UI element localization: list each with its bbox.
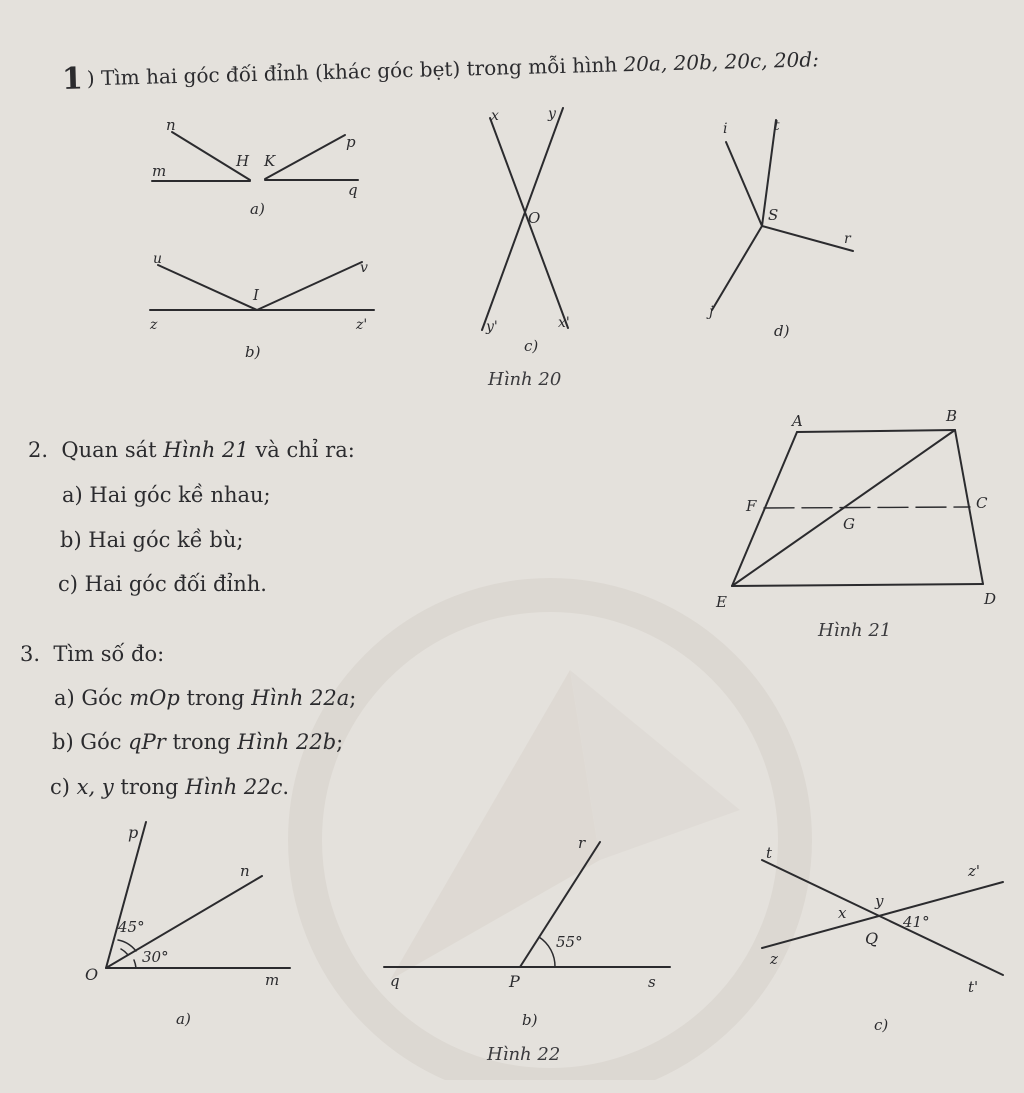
label-m: m <box>152 162 167 180</box>
figure-20a <box>152 132 358 181</box>
label-u: u <box>153 251 163 267</box>
figure-21 <box>732 430 983 586</box>
figure-20b <box>150 262 374 310</box>
label-t-prime-22c: t' <box>968 978 979 996</box>
angle-45: 45° <box>118 918 145 936</box>
label-x-22c: x <box>838 904 847 922</box>
label-v: v <box>360 260 368 276</box>
label-p-22a: p <box>128 823 139 842</box>
figure-20c-sub: c) <box>524 337 539 355</box>
figure-21-caption: Hình 21 <box>818 620 892 641</box>
figure-22a <box>106 822 290 968</box>
figure-22-caption: Hình 22 <box>487 1044 561 1065</box>
label-m-22a: m <box>265 971 280 989</box>
label-n-22a: n <box>240 862 250 880</box>
angle-30: 30° <box>142 948 169 966</box>
label-c: C <box>976 494 988 512</box>
figure-22a-sub: a) <box>176 1010 191 1028</box>
label-t-22c: t <box>766 844 773 862</box>
label-j: j <box>709 304 714 320</box>
figure-22b-sub: b) <box>522 1011 538 1029</box>
figure-22c-sub: c) <box>874 1016 889 1034</box>
exercise-2-item-a: a) Hai góc kề nhau; <box>62 483 271 507</box>
label-z-prime: z' <box>356 317 368 333</box>
exercise-2-item-c: c) Hai góc đối đỉnh. <box>58 572 267 596</box>
label-k: K <box>264 152 276 170</box>
angle-55: 55° <box>556 933 583 951</box>
label-a: A <box>792 412 803 430</box>
label-o-22a: O <box>85 965 99 984</box>
exercise-2-number: 2. <box>28 438 49 462</box>
label-p: p <box>346 133 356 151</box>
exercise-3-number: 3. <box>20 642 41 666</box>
label-q-22b: q <box>390 972 400 990</box>
label-s: S <box>768 206 779 224</box>
label-d: D <box>984 590 997 608</box>
label-y-prime: y' <box>486 319 498 335</box>
label-q-22c: Q <box>865 929 879 948</box>
figure-20b-sub: b) <box>245 343 261 361</box>
exercise-2-item-b: b) Hai góc kề bù; <box>60 528 244 552</box>
exercise-3-intro: 3. Tìm số đo: <box>20 642 165 666</box>
label-r: r <box>844 231 851 247</box>
label-r-22b: r <box>578 834 586 852</box>
exercise-3-item-a: a) Góc mOp trong Hình 22a; <box>54 686 357 710</box>
label-z: z <box>150 317 158 333</box>
label-f: F <box>746 497 757 515</box>
label-o: O <box>528 209 541 227</box>
label-i: I <box>253 286 259 304</box>
label-y-22c: y <box>875 892 884 910</box>
exercise-3-item-c: c) x, y trong Hình 22c. <box>50 775 290 799</box>
label-b: B <box>946 407 958 425</box>
label-z-22c: z <box>770 950 778 968</box>
label-p-22b: P <box>509 972 520 991</box>
label-s-22b: s <box>648 973 656 991</box>
figure-22b <box>384 842 670 967</box>
label-z-prime-22c: z' <box>968 862 981 880</box>
figure-20a-sub: a) <box>250 200 265 218</box>
figure-20c <box>482 108 568 330</box>
figure-20-caption: Hình 20 <box>488 369 562 390</box>
angle-41: 41° <box>903 913 930 931</box>
figure-20d <box>712 120 853 310</box>
label-t: t <box>774 118 780 134</box>
label-n: n <box>166 116 176 134</box>
label-g: G <box>843 515 855 533</box>
label-y: y <box>548 106 556 122</box>
exercise-2-intro: 2. Quan sát Hình 21 và chỉ ra: <box>28 438 355 462</box>
figure-22c <box>762 860 1003 975</box>
exercise-1-number: 1 <box>61 61 84 97</box>
label-e: E <box>716 593 727 611</box>
label-q: q <box>348 181 358 199</box>
exercise-3-item-b: b) Góc qPr trong Hình 22b; <box>52 730 344 754</box>
exercise-1-text: ) Tìm hai góc đối đỉnh (khác góc bẹt) trong mỗi hình <box>86 52 624 91</box>
exercise-1-figures: 20a, 20b, 20c, 20d: <box>623 47 820 77</box>
label-x: x <box>491 108 499 124</box>
label-i-d: i <box>723 121 728 137</box>
label-h: H <box>236 152 250 170</box>
figure-20d-sub: d) <box>774 322 790 340</box>
label-x-prime: x' <box>558 315 570 331</box>
